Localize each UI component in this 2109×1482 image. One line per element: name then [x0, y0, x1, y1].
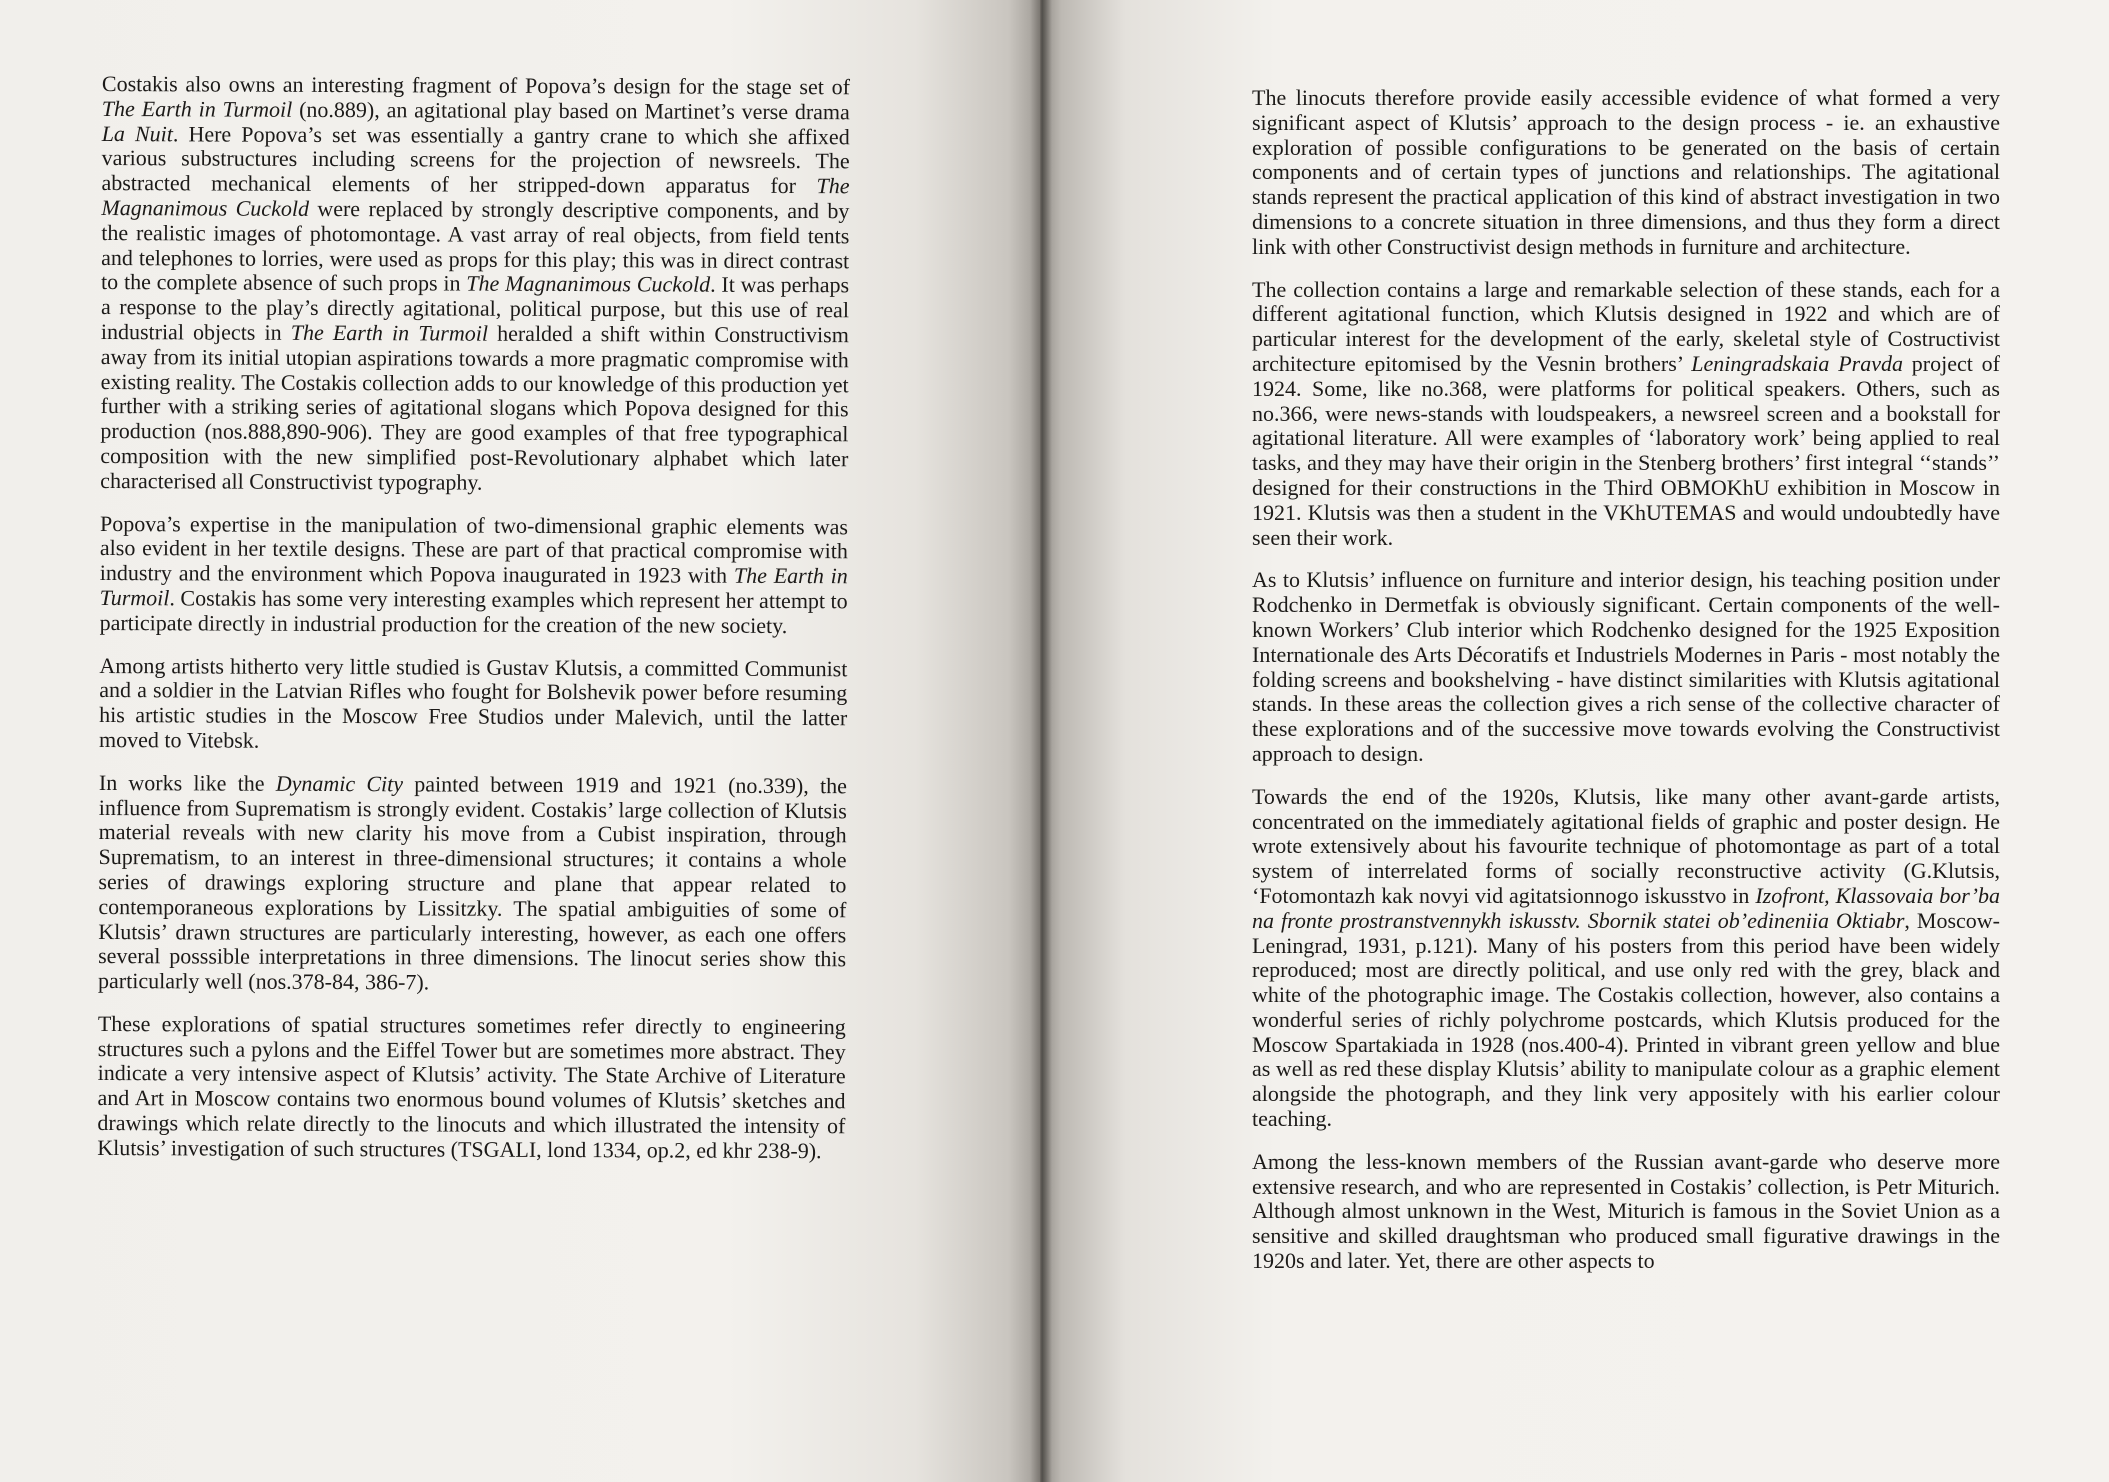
right-paragraph	[1252, 1150, 2000, 1274]
text-run: painted between 1919 and 1921 (no.339), the influence from Suprematism is strongly evident. Costakis’ large collection of Klutsis material reveals with new clarity his move from a Cubist inspiration, through Suprematism, to an interest in three-dimensional structures; it contains a whole series of drawings exploring structure and plane that appear related to contemporaneous explorations by Lissitzky. The spatial ambiguities of some of Klutsis’ drawn structures are particularly interesting, however, as each one offers several posssible interpretations in three dimensions. The linocut series show this particularly well (nos.378-84, 386-7).	[97, 771, 847, 995]
left-page	[0, 0, 1040, 1482]
text-run: . Costakis has some very interesting examples which represent her attempt to participate directly in industrial production for the creation of the new society.	[99, 585, 848, 638]
book-gutter-shadow	[1030, 0, 1052, 1482]
text-run: Among the less-known members of the Russian avant-garde who deserve more extensive research, and who are represented in Costakis’ collection, is Petr Miturich. Although almost unknown in the West, Miturich is famous in the Soviet Union as a sensitive and skilled draughtsman who produced small figurative drawings in the 1920s and later. Yet, there are other aspects to	[1252, 1148, 2000, 1274]
text-run: Costakis also owns an interesting fragment of Popova’s design for the stage set of	[101, 71, 850, 100]
right-text-column	[1252, 86, 2000, 1292]
left-text-column	[97, 72, 850, 1182]
text-run: The linocuts therefore provide easily accessible evidence of what formed a very significant aspect of Klutsis’ approach to the design process - ie. an exhaustive exploration of possible configurations to be generated on the basis of certain components and of certain types of junctions and relationships. The agitational stands represent the practical application of this kind of abstract investigation in two dimensions to a concrete situation in three dimensions, and thus they form a direct link with other Constructivist design methods in furniture and architecture.	[1252, 85, 2000, 259]
right-paragraph	[1252, 86, 2000, 260]
left-paragraph	[99, 654, 847, 756]
italic-title-run: Dynamic City	[275, 770, 404, 797]
text-run: Popova’s expertise in the manipulation of two-dimensional graphic elements was also evident in her textile designs. These are part of that practical compromise with industry and the environment which Popova inaugurated in 1923 with	[99, 510, 849, 588]
text-run: heralded a shift within Constructivism away from its initial utopian aspirations towards a more pragmatic compromise with existing reality. The Costakis collection adds to our knowledge of this production yet further with a striking series of agitational slogans which Popova designed for this production (nos.888,890-906). They are good examples of that free typographical composition with the new simplified post-Revolutionary alphabet which later characterised all Constructivist typography.	[100, 320, 849, 495]
text-run: Towards the end of the 1920s, Klutsis, like many other avant-garde artists, concentrated on the immediately agitational fields of graphic and poster design. He wrote extensively about his favourite technique of photomontage as part of a total system of interrelated forms of socially reconstructive activity (G.Klutsis, ‘Fotomontazh kak novyi vid agitatsionnogo iskusstvo in	[1252, 783, 2000, 908]
text-run: , Moscow-Leningrad, 1931, p.121). Many of his posters from this period have been widely reproduced; most are directly political, and use only red with the grey, black and white of the photographic image. The Costakis collection, however, also contains a wonderful series of richly polychrome postcards, which Klutsis produced for the Moscow Spartakiada in 1928 (nos.400-4). Printed in vibrant green yellow and blue as well as red these display Klutsis’ ability to manipulate colour as a graphic element alongside the photograph, and they link very appositely with his earlier colour teaching.	[1252, 907, 2000, 1132]
text-run: Among artists hitherto very little studied is Gustav Klutsis, a committed Communist and a soldier in the Latvian Rifles who fought for Bolshevik power before resuming his artistic studies in the Moscow Free Studios under Malevich, until the latter moved to Vitebsk.	[99, 652, 848, 753]
text-run: In works like the	[98, 769, 276, 796]
italic-title-run: Leningradskaia Pravda	[1691, 350, 1903, 376]
italic-title-run: The Magnanimous Cuckold	[101, 173, 850, 221]
italic-title-run: La Nuit	[101, 120, 173, 146]
right-paragraph	[1252, 568, 2000, 766]
left-paragraph	[100, 72, 850, 497]
text-run: These explorations of spatial structures sometimes refer directly to engineering structures such a pylons and the Eiffel Tower but are sometimes more abstract. They indicate a very intensive aspect of Klutsis’ activity. The State Archive of Literature and Art in Moscow contains two enormous bound volumes of Klutsis’ sketches and drawings which relate directly to the linocuts and which illustrated the intensity of Klutsis’ investigation of such structures (TSGALI, lond 1334, op.2, ed khr 238-9).	[97, 1010, 846, 1164]
text-run: (no.889), an agitational play based on Martinet’s verse drama	[292, 96, 850, 125]
text-run: project of 1924. Some, like no.368, were platforms for political speakers. Others, such as no.366, were news-stands with loudspeakers, a newsreel screen and a bookstall for agitational literature. All were examples of ‘laboratory work’ being applied to real tasks, and they may have their origin in the Stenberg brothers’ first integral ‘‘stands’’ designed for their constructions in the Third OBMOKhU exhibition in Moscow in 1921. Klutsis was then a student in the VKhUTEMAS and would undoubtedly have seen their work.	[1252, 350, 2000, 550]
text-run: were replaced by strongly descriptive components, and by the realistic images of photomontage. A vast array of real objects, from field tents and telephones to lorries, were used as props for this play; this was in direct contrast to the complete absence of such props in	[101, 195, 850, 296]
italic-title-run: The Earth in Turmoil	[290, 319, 489, 346]
right-paragraph	[1252, 785, 2000, 1132]
left-paragraph	[97, 1012, 846, 1164]
italic-title-run: The Earth in Turmoil	[101, 95, 293, 122]
text-run: As to Klutsis’ influence on furniture and interior design, his teaching position under Rodchenko in Dermetfak is obviously significant. Certain components of the well-known Workers’ Club interior which Rodchenko designed for the 1925 Exposition Internationale des Arts Décoratifs et Industriels Modernes in Paris - most notably the folding screens and bookshelving - have distinct similarities with Klutsis agitational stands. In these areas the collection gives a rich sense of the collective character of these explorations and of the successive move towards evolving the Constructivist approach to design.	[1252, 567, 2000, 766]
text-run: The collection contains a large and remarkable selection of these stands, each for a different agitational function, which Klutsis designed in 1922 and which are of particular interest for the development of the early, skeletal style of Costructivist architecture epitomised by the Vesnin brothers’	[1252, 276, 2000, 376]
italic-title-run: The Magnanimous Cuckold	[466, 270, 711, 298]
italic-title-run: The Earth in Turmoil	[99, 562, 848, 611]
italic-title-run: Izofront, Klassovaia bor’ba na fronte prostranstvennykh iskusstv. Sbornik statei ob’edineniia Oktiabr	[1252, 882, 2000, 933]
text-run: . It was perhaps a response to the play’s directly agitational, political purpose, but this use of real industrial objects in	[100, 272, 850, 345]
left-paragraph	[100, 512, 849, 639]
right-paragraph	[1252, 278, 2000, 551]
text-run: . Here Popova’s set was essentially a gantry crane to which she affixed various substructures including screens for the projection of newsreels. The abstracted mechanical elements of her stripped-down apparatus for	[101, 120, 850, 199]
left-paragraph	[98, 771, 847, 997]
